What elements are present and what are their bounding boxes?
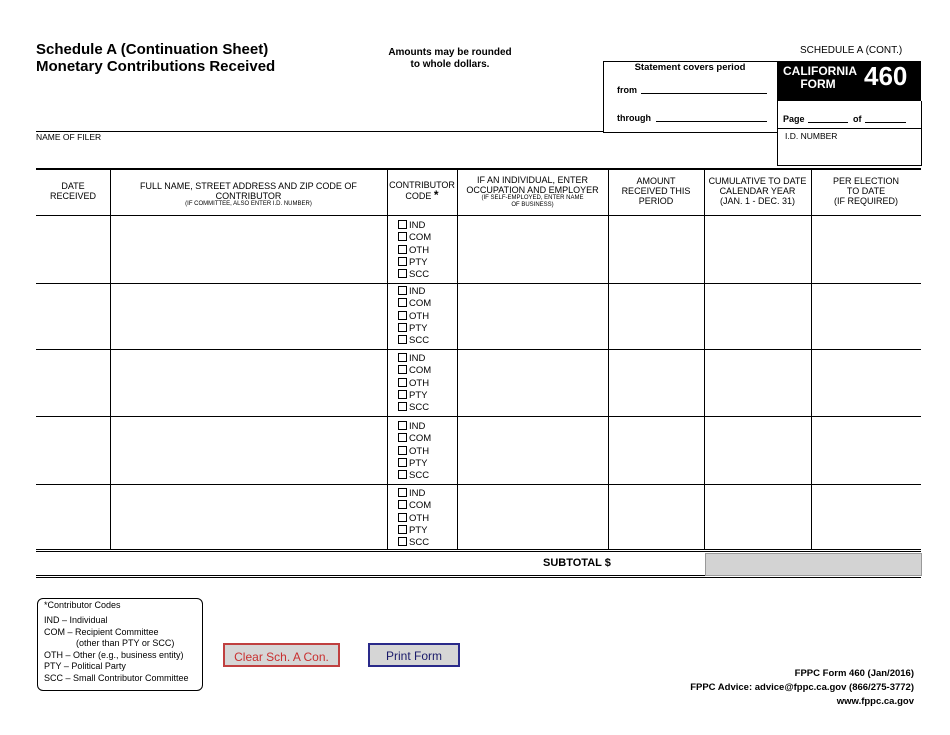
- code-option-oth[interactable]: [398, 245, 431, 257]
- code-option-label: IND: [409, 220, 426, 231]
- col-header-date-line: RECEIVED: [49, 191, 96, 201]
- checkbox[interactable]: [398, 458, 407, 467]
- page-total-field[interactable]: [865, 122, 906, 123]
- rounding-note: [380, 47, 520, 71]
- column-divider: [811, 169, 812, 550]
- code-option-pty[interactable]: [398, 257, 431, 269]
- col-header-name-line: FULL NAME, STREET ADDRESS AND ZIP CODE OF CONTRIBUTOR: [140, 181, 357, 201]
- contributor-code-asterisk: *: [433, 188, 439, 202]
- code-option-scc[interactable]: [398, 537, 431, 549]
- code-option-pty[interactable]: [398, 525, 431, 537]
- checkbox[interactable]: [398, 378, 407, 387]
- col-header-amount: [608, 176, 704, 206]
- checkbox[interactable]: [398, 298, 407, 307]
- period-from-field[interactable]: [641, 93, 767, 94]
- checkbox[interactable]: [398, 537, 407, 546]
- col-header-amount-line: AMOUNT: [636, 176, 676, 186]
- checkbox[interactable]: [398, 257, 407, 266]
- checkbox[interactable]: [398, 500, 407, 509]
- checkbox[interactable]: [398, 390, 407, 399]
- code-option-pty[interactable]: [398, 458, 431, 470]
- contributor-code-group: [398, 488, 431, 549]
- col-header-code-line: CODE: [405, 191, 432, 201]
- code-option-oth[interactable]: [398, 311, 431, 323]
- code-option-ind[interactable]: [398, 488, 431, 500]
- column-divider: [457, 169, 458, 550]
- col-header-amount-line: RECEIVED THIS: [621, 186, 691, 196]
- code-option-oth[interactable]: [398, 446, 431, 458]
- code-option-label: SCC: [409, 537, 430, 549]
- checkbox[interactable]: [398, 220, 407, 229]
- code-option-oth[interactable]: [398, 378, 431, 390]
- col-header-occupation-line: OCCUPATION AND EMPLOYER: [466, 185, 599, 195]
- col-header-occupation-sub: (IF SELF-EMPLOYED, ENTER NAME: [481, 195, 584, 201]
- code-option-label: PTY: [409, 457, 428, 469]
- col-header-name-sub: (IF COMMITTEE, ALSO ENTER I.D. NUMBER): [185, 201, 312, 207]
- col-header-cumulative: [704, 176, 811, 206]
- legend-line: OTH – Other (e.g., business entity): [44, 650, 184, 660]
- page-of-label: of: [853, 114, 862, 124]
- column-divider: [704, 169, 705, 550]
- subtotal-field[interactable]: [705, 553, 922, 576]
- code-option-label: OTH: [409, 445, 430, 457]
- id-divider: [777, 128, 921, 129]
- legend-line: PTY – Political Party: [44, 661, 126, 671]
- schedule-cont-label: SCHEDULE A (CONT.): [800, 45, 903, 56]
- code-option-label: COM: [409, 232, 432, 244]
- code-option-ind[interactable]: [398, 421, 431, 433]
- page-label: Page: [783, 114, 805, 124]
- col-header-name: [110, 181, 387, 208]
- period-through-field[interactable]: [656, 121, 767, 122]
- code-option-label: IND: [409, 488, 426, 499]
- filer-top-rule: [36, 131, 603, 132]
- code-option-label: COM: [409, 433, 432, 445]
- form-title: Schedule A (Continuation Sheet): [36, 41, 269, 58]
- code-option-com[interactable]: [398, 500, 431, 512]
- code-option-label: PTY: [409, 256, 428, 268]
- id-number-label: I.D. NUMBER: [785, 131, 838, 141]
- rounding-note-line1: Amounts may be rounded: [388, 47, 512, 58]
- column-divider: [110, 169, 111, 550]
- col-header-per-election-line: TO DATE: [846, 186, 886, 196]
- code-option-oth[interactable]: [398, 513, 431, 525]
- contributor-code-group: [398, 353, 431, 414]
- name-of-filer-field[interactable]: [36, 142, 776, 166]
- code-option-label: SCC: [409, 402, 430, 414]
- checkbox[interactable]: [398, 513, 407, 522]
- contributor-code-group: [398, 421, 431, 482]
- checkbox[interactable]: [398, 311, 407, 320]
- contributor-code-group: [398, 220, 431, 281]
- checkbox[interactable]: [398, 433, 407, 442]
- code-option-ind[interactable]: [398, 286, 431, 298]
- legend-line: COM – Recipient Committee: [44, 627, 159, 637]
- period-from-label: from: [617, 85, 637, 95]
- checkbox[interactable]: [398, 525, 407, 534]
- code-option-label: SCC: [409, 335, 430, 347]
- table-bottom-rule-2: [36, 551, 921, 552]
- col-header-date-line: DATE: [61, 181, 85, 191]
- badge-line-california: CALIFORNIA: [783, 64, 857, 78]
- column-divider: [608, 169, 609, 550]
- badge-line-form: FORM: [800, 77, 836, 91]
- checkbox[interactable]: [398, 245, 407, 254]
- code-option-com[interactable]: [398, 433, 431, 445]
- table-top-rule: [36, 168, 921, 170]
- legend-title: *Contributor Codes: [44, 600, 121, 610]
- code-option-label: OTH: [409, 512, 430, 524]
- code-option-label: PTY: [409, 389, 428, 401]
- footer-form-version: FPPC Form 460 (Jan/2016): [794, 668, 914, 679]
- code-option-label: OTH: [409, 244, 430, 256]
- code-option-label: SCC: [409, 470, 430, 482]
- statement-period-title: Statement covers period: [634, 62, 746, 73]
- code-option-label: IND: [409, 286, 426, 297]
- col-header-amount-line: PERIOD: [638, 196, 674, 206]
- code-option-label: SCC: [409, 269, 430, 281]
- table-bottom-rule: [36, 549, 921, 550]
- col-header-occupation-line: IF AN INDIVIDUAL, ENTER: [476, 175, 589, 185]
- checkbox[interactable]: [398, 335, 407, 344]
- subtotal-label: SUBTOTAL $: [543, 557, 611, 569]
- checkbox[interactable]: [398, 470, 407, 479]
- checkbox[interactable]: [398, 421, 407, 430]
- col-header-per-election-line: (IF REQUIRED): [834, 196, 898, 206]
- form-subtitle: Monetary Contributions Received: [36, 58, 276, 75]
- code-option-label: PTY: [409, 524, 428, 536]
- legend-line: (other than PTY or SCC): [76, 638, 175, 648]
- row-separator: [36, 283, 921, 284]
- code-option-label: PTY: [409, 322, 428, 334]
- code-option-label: IND: [409, 353, 426, 364]
- code-option-label: COM: [409, 365, 432, 377]
- col-header-per-election-line: PER ELECTION: [832, 176, 899, 186]
- code-option-label: COM: [409, 298, 432, 310]
- contributor-code-group: [398, 286, 431, 347]
- col-header-per-election: [811, 176, 921, 206]
- col-header-occupation-sub: OF BUSINESS): [511, 202, 554, 208]
- code-option-com[interactable]: [398, 298, 431, 310]
- col-header-code: [387, 180, 457, 201]
- col-header-cumulative-line: CALENDAR YEAR: [719, 186, 796, 196]
- checkbox[interactable]: [398, 488, 407, 497]
- table-header-rule: [36, 215, 921, 216]
- footer-website: www.fppc.ca.gov: [836, 696, 914, 707]
- col-header-code-line: CONTRIBUTOR: [389, 180, 455, 190]
- col-header-cumulative-line: CUMULATIVE TO DATE: [708, 176, 807, 186]
- name-of-filer-label: NAME OF FILER: [36, 132, 102, 142]
- code-option-scc[interactable]: [398, 269, 431, 281]
- footer-advice: FPPC Advice: advice@fppc.ca.gov (866/275-3772): [690, 682, 914, 693]
- page-number-field[interactable]: [808, 122, 848, 123]
- row-separator: [36, 416, 921, 417]
- code-option-label: COM: [409, 500, 432, 512]
- checkbox[interactable]: [398, 365, 407, 374]
- checkbox[interactable]: [398, 232, 407, 241]
- clear-schedule-button[interactable]: Clear Sch. A Con.: [223, 643, 340, 667]
- checkbox[interactable]: [398, 269, 407, 278]
- rounding-note-line2: to whole dollars.: [410, 59, 490, 70]
- form-number: 460: [864, 61, 908, 91]
- legend-line: SCC – Small Contributor Committee: [44, 673, 189, 683]
- code-option-label: IND: [409, 421, 426, 432]
- code-option-scc[interactable]: [398, 335, 431, 347]
- code-option-label: OTH: [409, 377, 430, 389]
- code-option-scc[interactable]: [398, 402, 431, 414]
- california-form-badge: [777, 61, 921, 101]
- code-option-ind[interactable]: [398, 220, 431, 232]
- code-option-pty[interactable]: [398, 323, 431, 335]
- code-option-pty[interactable]: [398, 390, 431, 402]
- column-divider: [387, 169, 388, 550]
- period-through-label: through: [617, 113, 651, 123]
- code-option-ind[interactable]: [398, 353, 431, 365]
- print-form-button[interactable]: Print Form: [368, 643, 460, 667]
- checkbox[interactable]: [398, 402, 407, 411]
- row-separator: [36, 484, 921, 485]
- code-option-label: OTH: [409, 310, 430, 322]
- code-option-com[interactable]: [398, 232, 431, 244]
- col-header-date: [36, 181, 110, 201]
- legend-line: IND – Individual: [44, 615, 108, 625]
- contributor-codes-legend: [37, 598, 203, 691]
- checkbox[interactable]: [398, 286, 407, 295]
- code-option-scc[interactable]: [398, 470, 431, 482]
- row-separator: [36, 349, 921, 350]
- subtotal-bottom-rule-2: [36, 577, 921, 578]
- checkbox[interactable]: [398, 323, 407, 332]
- checkbox[interactable]: [398, 446, 407, 455]
- checkbox[interactable]: [398, 353, 407, 362]
- col-header-occupation: [457, 175, 608, 209]
- code-option-com[interactable]: [398, 365, 431, 377]
- col-header-cumulative-line: (JAN. 1 - DEC. 31): [719, 196, 795, 206]
